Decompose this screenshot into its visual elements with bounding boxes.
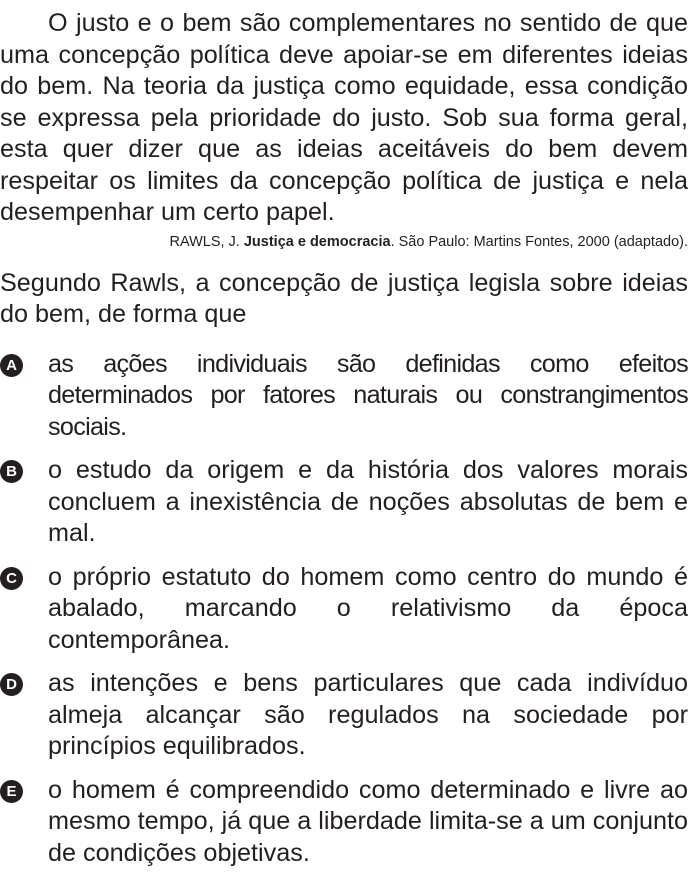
option-letter-badge: A (0, 354, 23, 377)
option-letter-badge: B (0, 460, 23, 483)
citation-rest: . São Paulo: Martins Fontes, 2000 (adaptado). (390, 233, 688, 250)
option-letter-badge: D (0, 673, 23, 696)
option-text: as intenções e bens particulares que cada indivíduo almeja alcançar são regulados na sociedade por princípios equilibrados. (48, 669, 688, 760)
citation-author: RAWLS, J. (169, 233, 244, 250)
answer-options (0, 349, 688, 870)
option-e[interactable] (0, 775, 688, 870)
option-letter-badge: E (0, 780, 23, 803)
question-stem: Segundo Rawls, a concepção de justiça legisla sobre ideias do bem, de forma que (0, 268, 688, 328)
option-text: o estudo da origem e da história dos valores morais concluem a inexistência de noções absolutas de bem e mal. (48, 456, 688, 547)
option-b[interactable] (0, 455, 688, 550)
option-text: as ações individuais são definidas como efeitos determinados por fatores naturais ou constrangimentos sociais. (48, 349, 688, 441)
option-text: o próprio estatuto do homem como centro do mundo é abalado, marcando o relativismo da época contemporânea. (48, 562, 688, 654)
option-d[interactable] (0, 668, 688, 763)
citation (0, 233, 688, 251)
option-c[interactable] (0, 562, 688, 657)
source-passage: O justo e o bem são complementares no sentido de que uma concepção política deve apoiar-se em diferentes ideias do bem. Na teoria da justiça como equidade, essa condição se expressa pela prioridade do justo. Sob sua forma geral, esta quer dizer que as ideias aceitáveis do bem devem respeitar os limites da concepção política de justiça e nela desempenhar um certo papel. (0, 9, 688, 226)
option-letter-badge: C (0, 567, 23, 590)
option-text: o homem é compreendido como determinado e livre ao mesmo tempo, já que a liberdade limita-se a um conjunto de condições objetivas. (48, 775, 688, 867)
option-a[interactable] (0, 349, 688, 444)
citation-title: Justiça e democracia (243, 233, 391, 250)
